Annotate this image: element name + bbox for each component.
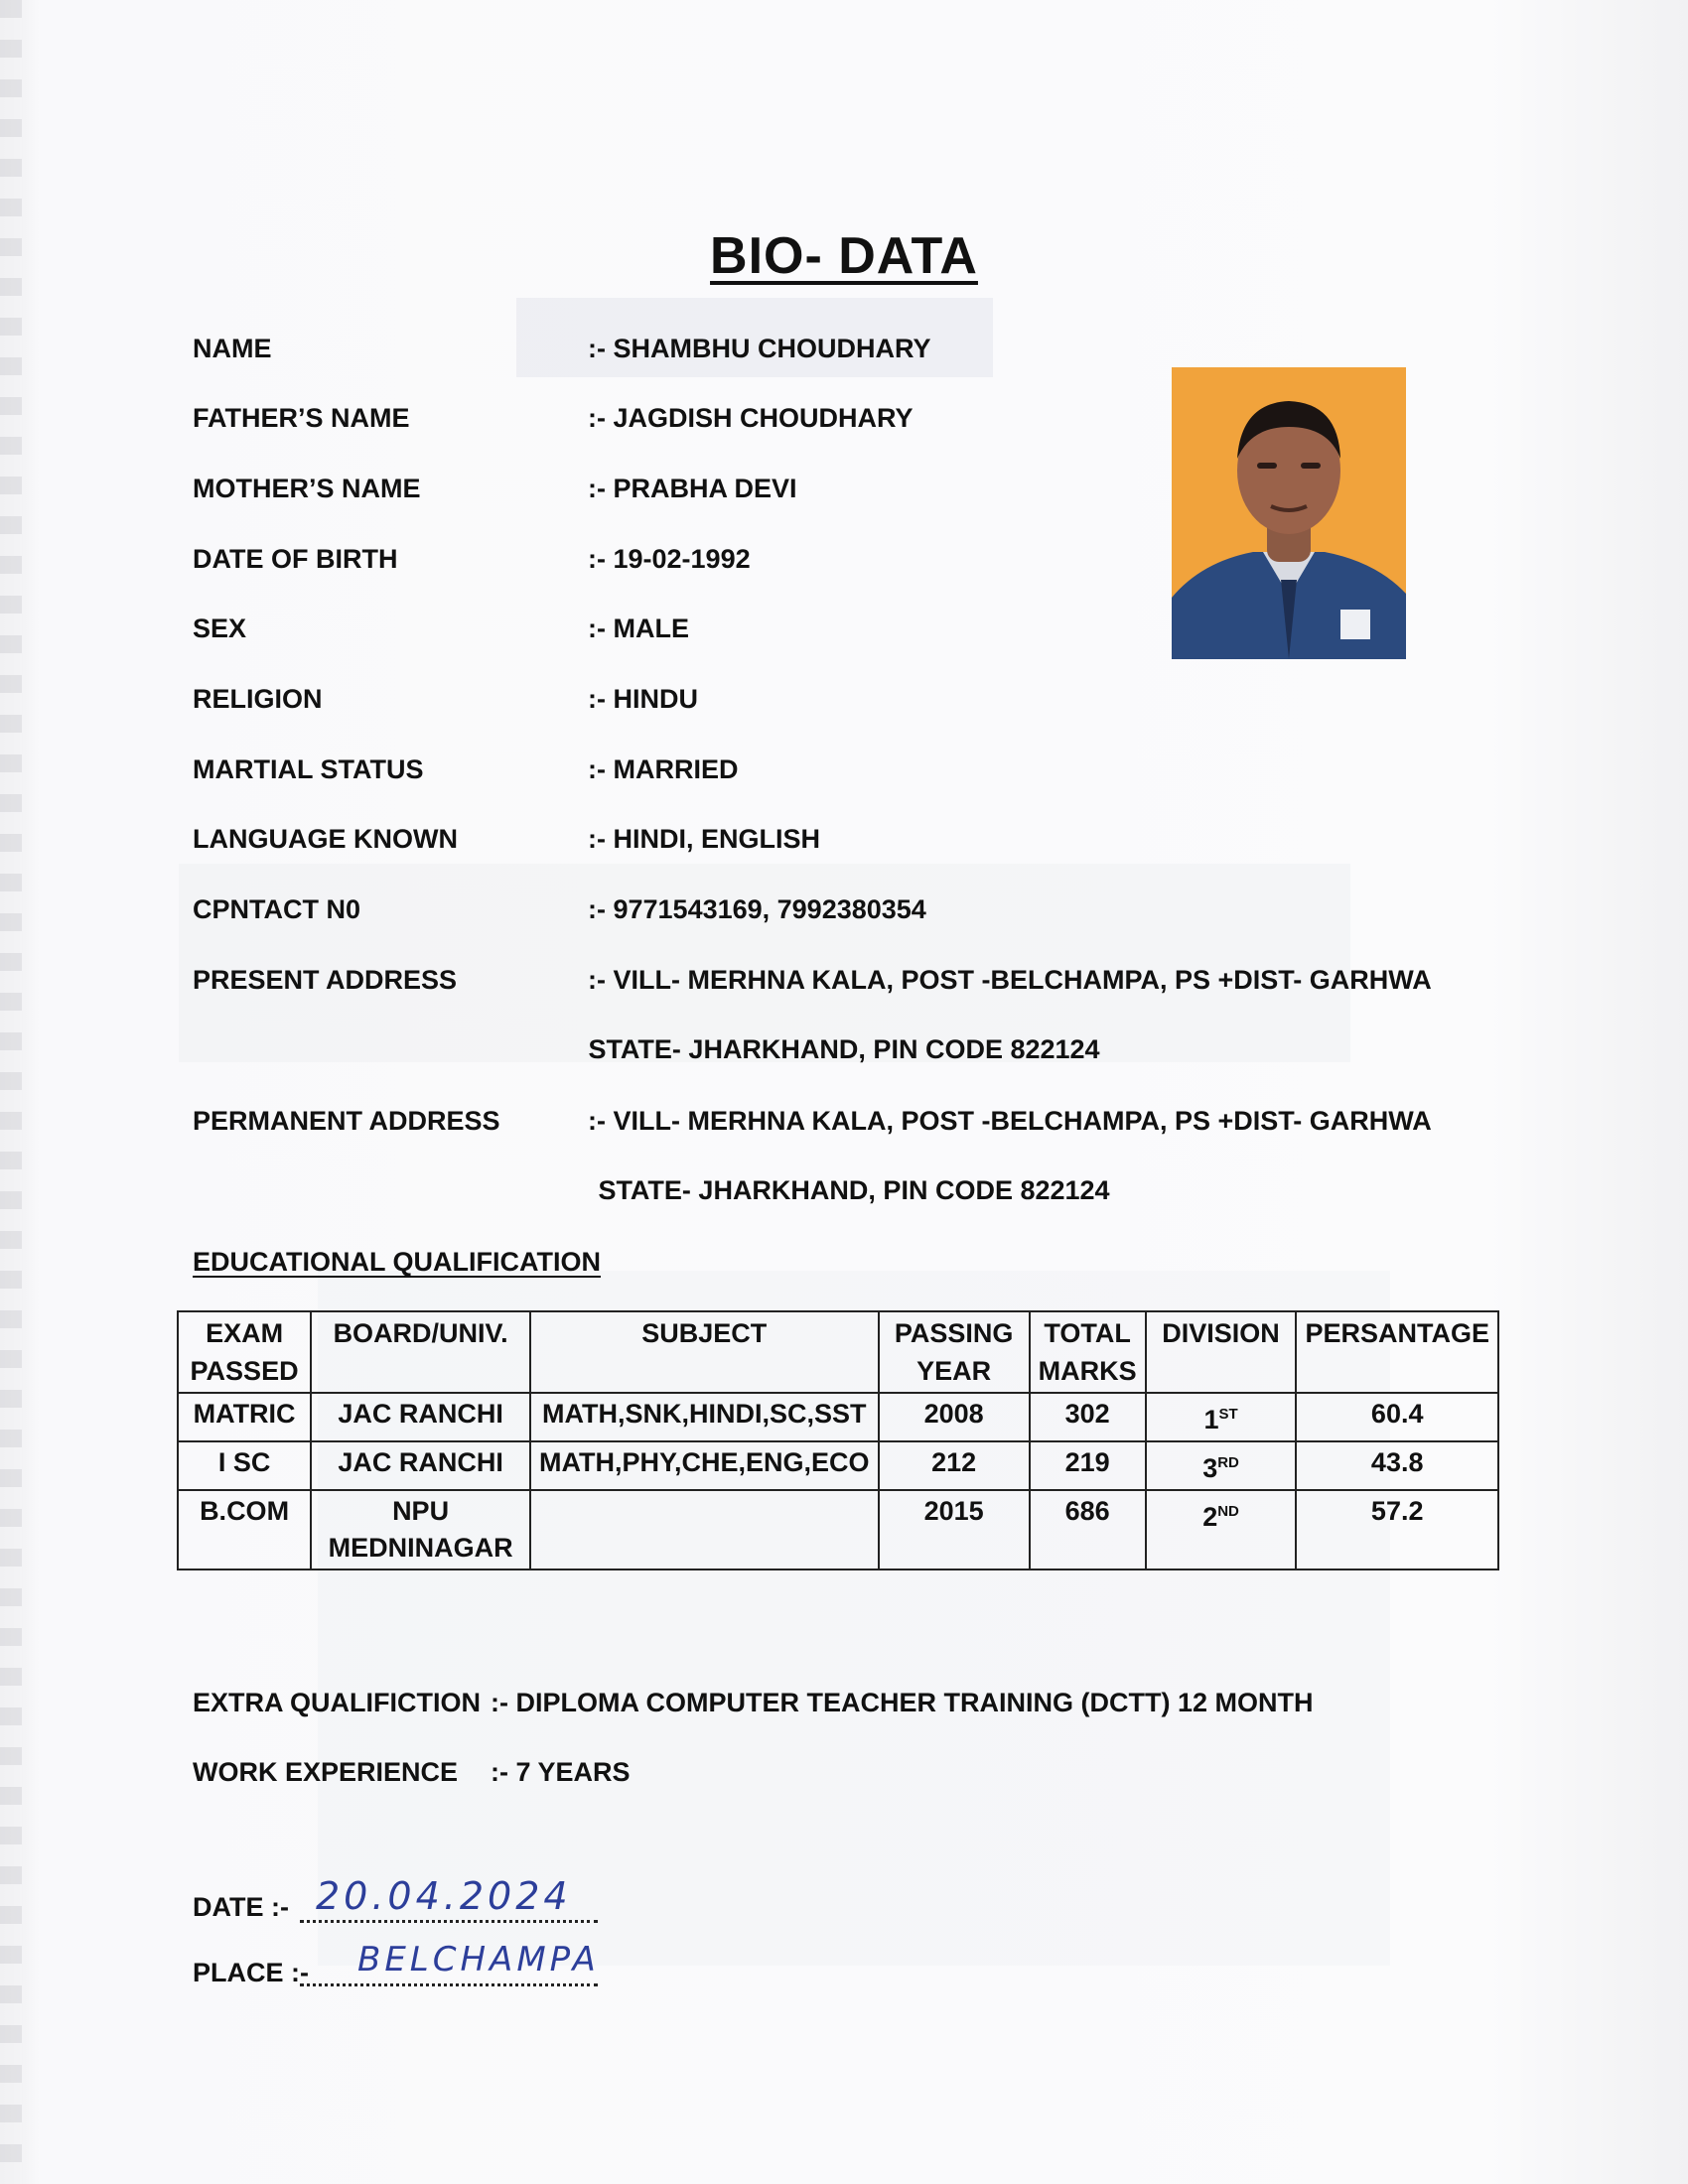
place-label: PLACE :- bbox=[193, 1958, 309, 1987]
cell-percentage: 60.4 bbox=[1296, 1393, 1498, 1441]
place-handwritten-value: BELCHAMPA bbox=[357, 1940, 600, 1979]
bleed-through-table bbox=[179, 864, 1350, 1062]
cell-year: 212 bbox=[879, 1441, 1030, 1490]
cell-division bbox=[1146, 1441, 1297, 1490]
language-label: LANGUAGE KNOWN bbox=[193, 824, 458, 854]
education-heading: EDUCATIONAL QUALIFICATION bbox=[193, 1247, 601, 1277]
binding-edge bbox=[0, 0, 22, 2184]
page-title bbox=[0, 226, 1688, 286]
cell-division bbox=[1146, 1393, 1297, 1441]
present-address-line1: :- VILL- MERHNA KALA, POST -BELCHAMPA, PS +DIST- GARHWA bbox=[588, 965, 1432, 995]
cell-percentage: 43.8 bbox=[1296, 1441, 1498, 1490]
permanent-address-label: PERMANENT ADDRESS bbox=[193, 1106, 500, 1136]
division-number: 1 bbox=[1203, 1405, 1219, 1434]
division-suffix: ND bbox=[1217, 1503, 1239, 1520]
cell-exam: I SC bbox=[178, 1441, 311, 1490]
cell-subject: MATH,PHY,CHE,ENG,ECO bbox=[530, 1441, 879, 1490]
marital-status-value: :- MARRIED bbox=[588, 754, 739, 784]
division-suffix: RD bbox=[1217, 1454, 1239, 1471]
table-header-row bbox=[178, 1311, 1498, 1393]
person-photo-icon bbox=[1172, 367, 1406, 659]
cell-board-line2: MEDNINAGAR bbox=[328, 1533, 513, 1563]
cell-exam: MATRIC bbox=[178, 1393, 311, 1441]
page-title-text: BIO- DATA bbox=[710, 227, 978, 285]
work-experience-label: WORK EXPERIENCE bbox=[193, 1757, 459, 1787]
mother-name-label: MOTHER’S NAME bbox=[193, 474, 421, 503]
marital-status-label: MARTIAL STATUS bbox=[193, 754, 424, 784]
cell-board: JAC RANCHI bbox=[311, 1393, 530, 1441]
header-board-text: BOARD/UNIV. bbox=[333, 1318, 508, 1348]
header-exam-line1: EXAM bbox=[206, 1318, 284, 1348]
date-handwritten-value: 20.04.2024 bbox=[316, 1874, 572, 1918]
cell-marks: 302 bbox=[1030, 1393, 1146, 1441]
education-table bbox=[177, 1310, 1499, 1570]
cell-board: JAC RANCHI bbox=[311, 1441, 530, 1490]
contact-value: :- 9771543169, 7992380354 bbox=[588, 894, 926, 924]
dob-value: :- 19-02-1992 bbox=[588, 544, 751, 574]
header-passing-line2: YEAR bbox=[916, 1356, 992, 1386]
table-row bbox=[178, 1490, 1498, 1570]
date-label: DATE :- bbox=[193, 1892, 289, 1922]
dob-label: DATE OF BIRTH bbox=[193, 544, 398, 574]
name-value: :- SHAMBHU CHOUDHARY bbox=[588, 334, 931, 363]
extra-qualification-label: EXTRA QUALIFICTION bbox=[193, 1688, 481, 1717]
passport-photo bbox=[1172, 367, 1406, 659]
place-dotted-line bbox=[300, 1983, 598, 1986]
cell-board-line1: NPU bbox=[392, 1496, 450, 1526]
header-passing-line1: PASSING bbox=[894, 1318, 1014, 1348]
header-board bbox=[311, 1311, 530, 1393]
work-experience-value: :- 7 YEARS bbox=[491, 1757, 631, 1787]
mother-name-value: :- PRABHA DEVI bbox=[588, 474, 797, 503]
table-row bbox=[178, 1441, 1498, 1490]
table-row bbox=[178, 1393, 1498, 1441]
division-number: 3 bbox=[1202, 1453, 1218, 1483]
cell-subject: MATH,SNK,HINDI,SC,SST bbox=[530, 1393, 879, 1441]
cell-year: 2008 bbox=[879, 1393, 1030, 1441]
father-name-value: :- JAGDISH CHOUDHARY bbox=[588, 403, 914, 433]
division-number: 2 bbox=[1202, 1502, 1218, 1532]
religion-value: :- HINDU bbox=[588, 684, 698, 714]
cell-marks: 219 bbox=[1030, 1441, 1146, 1490]
cell-year: 2015 bbox=[879, 1490, 1030, 1570]
cell-exam: B.COM bbox=[178, 1490, 311, 1570]
header-subject bbox=[530, 1311, 879, 1393]
cell-marks: 686 bbox=[1030, 1490, 1146, 1570]
header-exam-passed bbox=[178, 1311, 311, 1393]
religion-label: RELIGION bbox=[193, 684, 323, 714]
header-total-marks bbox=[1030, 1311, 1146, 1393]
header-passing-year bbox=[879, 1311, 1030, 1393]
permanent-address-line2: STATE- JHARKHAND, PIN CODE 822124 bbox=[598, 1175, 1110, 1205]
sex-value: :- MALE bbox=[588, 614, 689, 643]
header-percentage bbox=[1296, 1311, 1498, 1393]
header-exam-line2: PASSED bbox=[190, 1356, 299, 1386]
header-percentage-text: PERSANTAGE bbox=[1305, 1318, 1489, 1348]
cell-percentage: 57.2 bbox=[1296, 1490, 1498, 1570]
cell-division bbox=[1146, 1490, 1297, 1570]
header-division bbox=[1146, 1311, 1297, 1393]
date-dotted-line bbox=[300, 1920, 598, 1923]
header-total-line1: TOTAL bbox=[1044, 1318, 1131, 1348]
extra-qualification-value: :- DIPLOMA COMPUTER TEACHER TRAINING (DCTT) 12 MONTH bbox=[491, 1688, 1314, 1717]
division-suffix: ST bbox=[1218, 1406, 1238, 1423]
father-name-label: FATHER’S NAME bbox=[193, 403, 410, 433]
header-subject-text: SUBJECT bbox=[641, 1318, 768, 1348]
present-address-line2: STATE- JHARKHAND, PIN CODE 822124 bbox=[588, 1034, 1100, 1064]
header-total-line2: MARKS bbox=[1038, 1356, 1137, 1386]
contact-label: CPNTACT N0 bbox=[193, 894, 361, 924]
header-division-text: DIVISION bbox=[1162, 1318, 1280, 1348]
name-label: NAME bbox=[193, 334, 272, 363]
sex-label: SEX bbox=[193, 614, 247, 643]
permanent-address-line1: :- VILL- MERHNA KALA, POST -BELCHAMPA, PS +DIST- GARHWA bbox=[588, 1106, 1432, 1136]
language-value: :- HINDI, ENGLISH bbox=[588, 824, 820, 854]
present-address-label: PRESENT ADDRESS bbox=[193, 965, 458, 995]
cell-subject bbox=[530, 1490, 879, 1570]
cell-board bbox=[311, 1490, 530, 1570]
